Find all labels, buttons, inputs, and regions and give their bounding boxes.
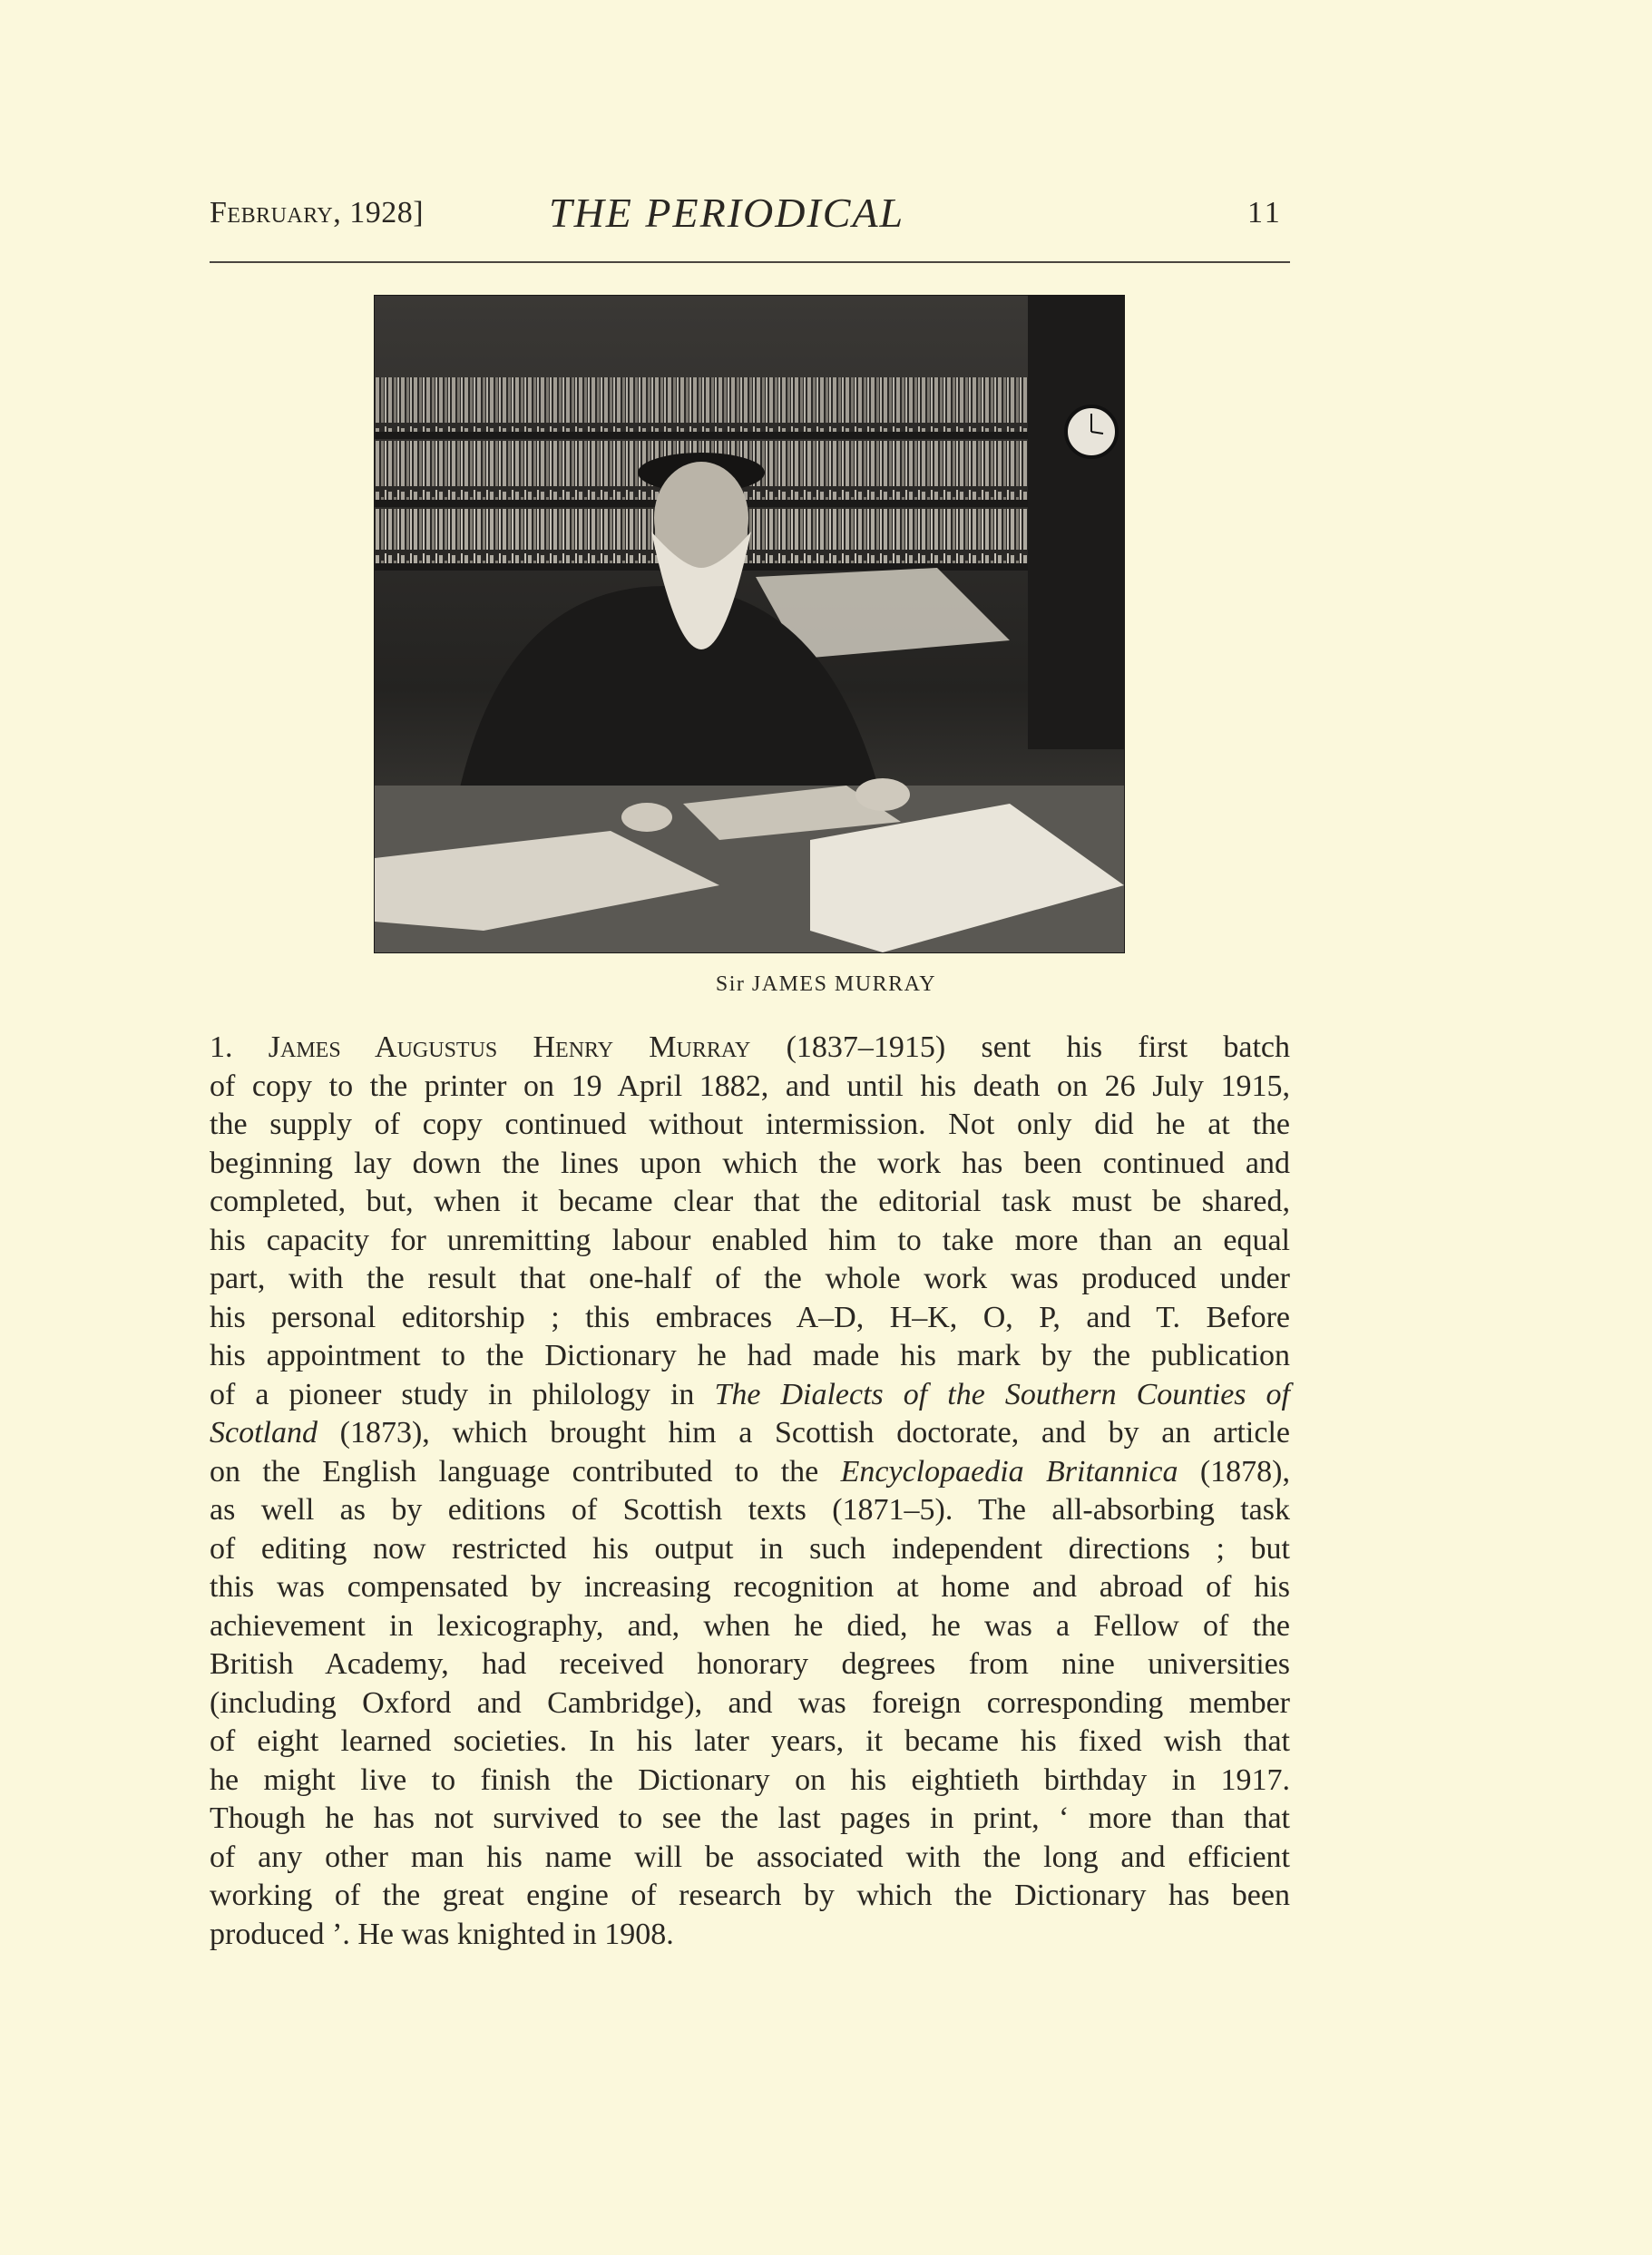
paragraph-line — [210, 1260, 1290, 1299]
italic-title-text: Scotland — [210, 1416, 318, 1450]
paragraph-line — [210, 1877, 1290, 1916]
paragraph-line — [210, 1453, 1290, 1492]
paragraph-line — [210, 1029, 1290, 1068]
line-text: (1873), which brought him a Scottish doctorate, and by an article — [317, 1416, 1290, 1450]
paragraph-line — [210, 1723, 1290, 1762]
line-text: the supply of copy continued without intermission. Not only did he at the — [210, 1108, 1290, 1141]
line-text: on the English language contributed to the — [210, 1454, 841, 1489]
line-text: part, with the result that one-half of the whole work was produced under — [210, 1262, 1290, 1295]
paragraph-line — [210, 1145, 1290, 1184]
paragraph-line — [210, 1800, 1290, 1839]
line-text: produced ’. He was knighted in 1908. — [210, 1917, 674, 1951]
line-text: of eight learned societies. In his later years, it became his fixed wish that — [210, 1724, 1290, 1758]
paragraph-line — [210, 1684, 1290, 1723]
paragraph-line — [210, 1376, 1290, 1415]
line-text: 1. — [210, 1030, 269, 1064]
running-header-title: THE PERIODICAL — [549, 190, 905, 236]
portrait-photo-illustration — [375, 296, 1124, 952]
line-text: completed, but, when it became clear that the editorial task must be shared, — [210, 1185, 1290, 1218]
article-body — [210, 1029, 1290, 1954]
photo-caption: Sir JAMES MURRAY — [715, 972, 937, 996]
line-text: British Academy, had received honorary degrees from nine universities — [210, 1647, 1290, 1681]
line-text: Though he has not survived to see the last pages in print, ‘ more than that — [210, 1801, 1290, 1835]
paragraph-line — [210, 1916, 1290, 1955]
paragraph-line — [210, 1762, 1290, 1801]
paragraph-line — [210, 1568, 1290, 1607]
paragraph-line — [210, 1183, 1290, 1222]
line-text: (including Oxford and Cambridge), and was foreign corresponding member — [210, 1685, 1290, 1720]
running-header-date: February, 1928] — [210, 196, 425, 229]
line-text: his appointment to the Dictionary he had made his mark by the publication — [210, 1339, 1290, 1372]
small-caps-name: James Augustus Henry Murray — [268, 1030, 751, 1064]
line-text: working of the great engine of research by which the Dictionary has been — [210, 1879, 1290, 1912]
paragraph-line — [210, 1337, 1290, 1376]
line-text: of editing now restricted his output in such independent directions ; but — [210, 1531, 1290, 1566]
line-text: he might live to finish the Dictionary on his eightieth birthday in 1917. — [210, 1762, 1290, 1797]
line-text: his capacity for unremitting labour enabled him to take more than an equal — [210, 1223, 1290, 1257]
line-text: this was compensated by increasing recognition at home and abroad of his — [210, 1570, 1290, 1604]
paragraph-line — [210, 1222, 1290, 1261]
line-text: (1837–1915) sent his first batch — [750, 1030, 1291, 1064]
italic-title-text: Encyclopaedia Britannica — [840, 1454, 1178, 1489]
line-text: achievement in lexicography, and, when he died, he was a Fellow of the — [210, 1608, 1290, 1643]
header-rule — [210, 261, 1290, 263]
line-text: (1878), — [1178, 1454, 1290, 1489]
page-number: 11 — [1247, 196, 1283, 229]
italic-title-text: The Dialects of the Southern Counties of — [714, 1377, 1290, 1411]
paragraph-line — [210, 1299, 1290, 1338]
paragraph-line — [210, 1491, 1290, 1530]
paragraph-line — [210, 1607, 1290, 1646]
paragraph-line — [210, 1530, 1290, 1569]
paragraph-line — [210, 1839, 1290, 1878]
line-text: beginning lay down the lines upon which the work has been continued and — [210, 1146, 1290, 1180]
paragraph-line — [210, 1106, 1290, 1145]
paragraph-line — [210, 1645, 1290, 1684]
line-text: as well as by editions of Scottish texts (1871–5). The all-absorbing task — [210, 1493, 1290, 1527]
paragraph-line — [210, 1414, 1290, 1453]
line-text: of copy to the printer on 19 April 1882, and until his death on 26 July 1915, — [210, 1069, 1290, 1103]
line-text: his personal editorship ; this embraces A–D, H–K, O, P, and T. Before — [210, 1300, 1290, 1334]
paragraph-line — [210, 1068, 1290, 1107]
line-text: of a pioneer study in philology in — [210, 1377, 715, 1411]
line-text: of any other man his name will be associated with the long and efficient — [210, 1840, 1290, 1874]
portrait-photo — [374, 295, 1125, 953]
